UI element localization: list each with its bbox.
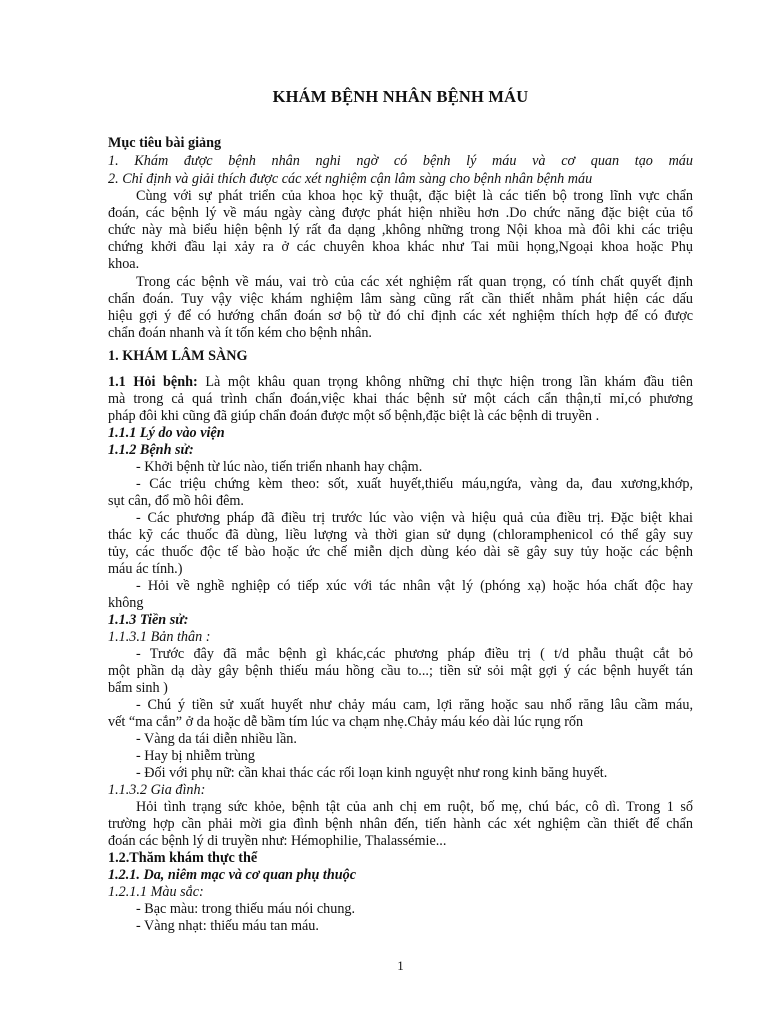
objective-item-1: 1. Khám được bệnh nhân nghi ngờ có bệnh lý máu và cơ quan tạo máu bbox=[108, 153, 693, 169]
subheading-ban-than: 1.1.3.1 Bản thân : bbox=[108, 629, 211, 645]
subheading-da-niem-mac: 1.2.1. Da, niêm mạc và cơ quan phụ thuộc bbox=[108, 867, 357, 883]
subheading-tien-su: 1.1.3 Tiền sử: bbox=[108, 612, 189, 628]
benh-su-line: tủy, các thuốc độc tế bào hoặc ức chế miễn dịch dùng kéo dài sẽ gây suy tủy hoặc các bệnh bbox=[108, 544, 693, 560]
ban-than-line: - Chú ý tiền sử xuất huyết như chảy máu cam, lợi răng hoặc sau nhổ răng lâu cầm máu, bbox=[136, 697, 693, 713]
ban-than-line: - Vàng da tái diễn nhiều lần. bbox=[136, 731, 297, 747]
intro-line: hiệu gợi ý để có hướng chẩn đoán sơ bộ từ đó chỉ định các xét nghiệm thích hợp để có được bbox=[108, 308, 693, 324]
gia-dinh-line: đoán các bệnh lý di truyền như: Hémophilie, Thalassémie... bbox=[108, 833, 447, 849]
benh-su-line: không bbox=[108, 595, 144, 611]
ban-than-line: - Đối với phụ nữ: cần khai thác các rối loạn kinh nguyệt như rong kinh băng huyết. bbox=[136, 765, 608, 781]
ban-than-line: vết “ma cắn” ở da hoặc dễ bầm tím lúc va chạm nhẹ.Chảy máu kéo dài lúc rụng rốn bbox=[108, 714, 584, 730]
subheading-gia-dinh: 1.1.3.2 Gia đình: bbox=[108, 782, 206, 798]
intro-line: khoa. bbox=[108, 256, 140, 272]
hoi-benh-line: pháp đôi khi cũng đã giúp chẩn đoán được một số bệnh,đặc biệt là các bệnh di truyền . bbox=[108, 408, 600, 424]
benh-su-line: - Khởi bệnh từ lúc nào, tiến triển nhanh hay chậm. bbox=[136, 459, 423, 475]
gia-dinh-line: trường hợp cần phải mời gia đình bệnh nhân đến, tiến hành các xét nghiệm cần thiết để chẩn bbox=[108, 816, 693, 832]
subheading-tham-kham: 1.2.Thăm khám thực thể bbox=[108, 850, 258, 866]
ban-than-line: một phần dạ dày gây bệnh thiếu máu hồng cầu to...; tiền sử sỏi mật gợi ý các bệnh huyết tán bbox=[108, 663, 693, 679]
intro-line: Cùng với sự phát triển của khoa học kỹ thuật, đặc biệt là các tiến bộ trong lĩnh vực chẩn bbox=[136, 188, 693, 204]
intro-line: chức này mà biểu hiện bệnh lý rất đa dạng ,không những trong Nội khoa mà đôi khi các triệu bbox=[108, 222, 693, 238]
mau-sac-line: - Vàng nhạt: thiếu máu tan máu. bbox=[136, 918, 319, 934]
page-title: KHÁM BỆNH NHÂN BỆNH MÁU bbox=[272, 87, 529, 106]
objectives-heading: Mục tiêu bài giảng bbox=[108, 135, 222, 151]
benh-su-line: - Các phương pháp đã điều trị trước lúc vào viện và hiệu quả của điều trị. Đặc biệt khai bbox=[136, 510, 693, 526]
subheading-ly-do: 1.1.1 Lý do vào viện bbox=[108, 425, 225, 441]
ban-than-line: - Hay bị nhiễm trùng bbox=[136, 748, 255, 764]
intro-line: Trong các bệnh về máu, vai trò của các xét nghiệm rất quan trọng, có tính chất quyết định bbox=[136, 274, 693, 290]
benh-su-line: sụt cân, đổ mồ hôi đêm. bbox=[108, 493, 244, 509]
gia-dinh-line: Hỏi tình trạng sức khỏe, bệnh tật của anh chị em ruột, bố mẹ, chú bác, cô dì. Trong 1 số bbox=[136, 799, 693, 815]
ban-than-line: bẩm sinh ) bbox=[108, 680, 168, 696]
hoi-benh-text: Là một khâu quan trọng không những chỉ thực hiện trong lần khám đầu tiên bbox=[197, 374, 693, 390]
intro-line: chẩn đoán nhanh và ít tốn kém cho bệnh nhân. bbox=[108, 325, 372, 341]
ban-than-line: - Trước đây đã mắc bệnh gì khác,các phương pháp điều trị ( t/d phẫu thuật cắt bỏ bbox=[136, 646, 693, 662]
benh-su-line: máu ác tính.) bbox=[108, 561, 183, 577]
mau-sac-line: - Bạc màu: trong thiếu máu nói chung. bbox=[136, 901, 356, 917]
hoi-benh-label: 1.1 Hỏi bệnh: bbox=[108, 374, 198, 390]
page-number: 1 bbox=[397, 958, 404, 973]
section-heading: 1. KHÁM LÂM SÀNG bbox=[108, 348, 248, 364]
intro-line: chẩn đoán. Tuy vậy việc khám nghiệm lâm sàng cũng rất cần thiết nhằm phát hiện các dấu bbox=[108, 291, 693, 307]
hoi-benh-line: mà trong cả quá trình chẩn đoán,việc khai thác bệnh sử một cách cẩn thận,tỉ mỉ,có phương bbox=[108, 391, 693, 407]
objective-item-2: 2. Chỉ định và giải thích được các xét nghiệm cận lâm sàng cho bệnh nhân bệnh máu bbox=[108, 171, 593, 187]
benh-su-line: - Hỏi về nghề nghiệp có tiếp xúc với tác nhân vật lý (phóng xạ) hoặc hóa chất độc hay bbox=[136, 578, 693, 594]
hoi-benh-line bbox=[108, 374, 693, 391]
subheading-benh-su: 1.1.2 Bệnh sử: bbox=[108, 442, 194, 458]
intro-line: đoán, các bệnh lý về máu ngày càng được phát hiện nhiều hơn .Do chức năng đặc biệt của tổ bbox=[108, 205, 693, 221]
benh-su-line: thác kỹ các thuốc đã dùng, liều lượng và thời gian sử dụng (chloramphenicol có thể gây suy bbox=[108, 527, 693, 543]
benh-su-line: - Các triệu chứng kèm theo: sốt, xuất huyết,thiếu máu,ngứa, vàng da, đau xương,khớp, bbox=[136, 476, 693, 492]
intro-line: chứng khởi đầu lại xảy ra ở các chuyên khoa khác như Tai mũi họng,Ngoại khoa hoặc Phụ bbox=[108, 239, 693, 255]
subheading-mau-sac: 1.2.1.1 Màu sắc: bbox=[108, 884, 204, 900]
